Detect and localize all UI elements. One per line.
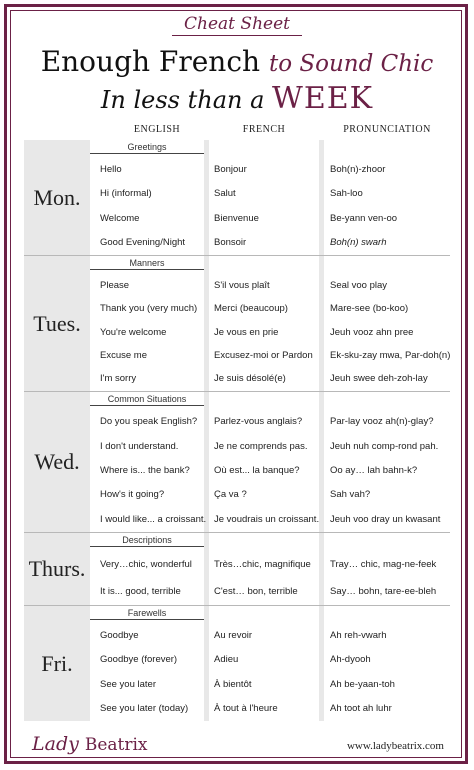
french-column bbox=[209, 256, 319, 391]
french-phrase: Excusez-moi or Pardon bbox=[214, 350, 313, 361]
french-phrase: Parlez-vous anglais? bbox=[214, 416, 303, 427]
english-phrase: Welcome bbox=[100, 213, 140, 224]
column-header-pronunciation: PRONUNCIATION bbox=[343, 124, 431, 135]
french-phrase: À bientôt bbox=[214, 679, 252, 690]
english-phrase: Hi (informal) bbox=[100, 188, 152, 199]
pronunciation-text: Boh(n) swarh bbox=[330, 237, 387, 248]
column-header-french: FRENCH bbox=[242, 124, 286, 135]
pronunciation-text: Ek-sku-zay mwa, Par-doh(n) bbox=[330, 350, 451, 361]
section-4 bbox=[24, 605, 450, 721]
english-phrase: See you later (today) bbox=[100, 703, 189, 714]
french-phrase: Où est... la banque? bbox=[214, 465, 300, 476]
french-phrase: S'il vous plaît bbox=[214, 280, 270, 291]
english-phrase: Please bbox=[100, 280, 130, 291]
french-phrase: C'est… bon, terrible bbox=[214, 586, 298, 597]
category-divider bbox=[90, 546, 204, 547]
brand-signature bbox=[32, 733, 148, 755]
english-phrase: Where is... the bank? bbox=[100, 465, 190, 476]
french-phrase: Bienvenue bbox=[214, 213, 259, 224]
category-divider bbox=[90, 405, 204, 406]
pronunciation-text: Jeuh swee deh-zoh-lay bbox=[330, 373, 428, 384]
day-label: Fri. bbox=[24, 606, 90, 721]
category-label: Greetings bbox=[127, 142, 167, 152]
pronunciation-text: Jeuh vooz ahn pree bbox=[330, 327, 414, 338]
french-phrase: À tout à l'heure bbox=[214, 703, 278, 714]
french-phrase: Je ne comprends pas. bbox=[214, 441, 308, 452]
section-2 bbox=[24, 391, 450, 532]
pronunciation-text: Tray… chic, mag-ne-feek bbox=[330, 559, 437, 570]
website-link[interactable]: www.ladybeatrix.com bbox=[346, 740, 444, 752]
french-phrase: Ça va ? bbox=[214, 489, 247, 500]
english-phrase: Hello bbox=[100, 164, 122, 175]
pronunciation-text: Oo ay… lah bahn-k? bbox=[330, 465, 418, 476]
pronunciation-text: Ah toot ah luhr bbox=[330, 703, 392, 714]
english-column bbox=[90, 256, 204, 391]
english-phrase: Good Evening/Night bbox=[100, 237, 186, 248]
english-phrase: I'm sorry bbox=[100, 373, 137, 384]
english-phrase: Goodbye (forever) bbox=[100, 654, 178, 665]
category-label: Common Situations bbox=[107, 394, 187, 404]
french-phrase: Bonjour bbox=[214, 164, 247, 175]
french-phrase: Je vous en prie bbox=[214, 327, 279, 338]
english-column bbox=[90, 392, 207, 532]
page-title bbox=[0, 44, 474, 82]
day-label: Wed. bbox=[24, 392, 90, 532]
english-phrase: Thank you (very much) bbox=[100, 303, 198, 314]
english-phrase: I don't understand. bbox=[100, 441, 179, 452]
english-phrase: How's it going? bbox=[100, 489, 165, 500]
pronunciation-text: Seal voo play bbox=[330, 280, 388, 291]
english-phrase: Excuse me bbox=[100, 350, 147, 361]
pronunciation-text: Par-lay vooz ah(n)-glay? bbox=[330, 416, 434, 427]
english-phrase: It is... good, terrible bbox=[100, 586, 181, 597]
subtitle-part-a: In less than a bbox=[100, 86, 273, 114]
pronunciation-column bbox=[324, 256, 450, 391]
phrase-table bbox=[24, 140, 450, 721]
category-label: Farewells bbox=[127, 608, 167, 618]
section-1 bbox=[24, 255, 450, 391]
section-3 bbox=[24, 532, 450, 605]
category-divider bbox=[90, 619, 204, 620]
french-phrase: Très…chic, magnifique bbox=[214, 559, 311, 570]
category-divider bbox=[90, 269, 204, 270]
pronunciation-text: Jeuh nuh comp-rond pah. bbox=[330, 441, 439, 452]
english-phrase: You're welcome bbox=[100, 327, 167, 338]
english-phrase: Do you speak English? bbox=[100, 416, 198, 427]
category-label: Descriptions bbox=[122, 535, 172, 545]
french-phrase: Bonsoir bbox=[214, 237, 247, 248]
subtitle-week: WEEK bbox=[272, 81, 374, 116]
brand-lady: Lady bbox=[32, 733, 79, 755]
section-0 bbox=[24, 140, 450, 255]
category-label: Manners bbox=[129, 258, 165, 268]
english-phrase: I would like... a croissant. bbox=[100, 514, 207, 525]
brand-name: Beatrix bbox=[84, 735, 148, 755]
french-phrase: Au revoir bbox=[214, 630, 253, 641]
day-label: Mon. bbox=[24, 140, 90, 255]
pronunciation-text: Mare-see (bo-koo) bbox=[330, 303, 409, 314]
pronunciation-text: Jeuh voo dray un kwasant bbox=[330, 514, 441, 525]
pronunciation-text: Say… bohn, tare-ee-bleh bbox=[330, 586, 437, 597]
french-phrase: Merci (beaucoup) bbox=[214, 303, 288, 314]
pronunciation-text: Ah-dyooh bbox=[330, 654, 371, 665]
english-phrase: See you later bbox=[100, 679, 156, 690]
title-part-b: to Sound Chic bbox=[268, 51, 434, 77]
day-label: Thurs. bbox=[24, 533, 90, 605]
pronunciation-column bbox=[324, 392, 450, 532]
english-phrase: Goodbye bbox=[100, 630, 139, 641]
pronunciation-text: Be-yann ven-oo bbox=[330, 213, 398, 224]
french-phrase: Adieu bbox=[214, 654, 239, 665]
pronunciation-text: Boh(n)-zhoor bbox=[330, 164, 386, 175]
pronunciation-text: Sah vah? bbox=[330, 489, 371, 500]
french-column bbox=[209, 392, 319, 532]
column-header-english: ENGLISH bbox=[133, 124, 181, 135]
french-phrase: Salut bbox=[214, 188, 236, 199]
page-subtitle bbox=[0, 82, 474, 117]
pronunciation-text: Ah reh-vwarh bbox=[330, 630, 387, 641]
english-phrase: Very…chic, wonderful bbox=[100, 559, 192, 570]
title-part-a: Enough French bbox=[40, 45, 269, 78]
pronunciation-text: Ah be-yaan-toh bbox=[330, 679, 395, 690]
day-label: Tues. bbox=[24, 256, 90, 391]
cheat-sheet-label: Cheat Sheet bbox=[0, 13, 474, 36]
french-phrase: Je voudrais un croissant. bbox=[214, 514, 320, 525]
category-divider bbox=[90, 153, 204, 154]
pronunciation-text: Sah-loo bbox=[330, 188, 363, 199]
french-phrase: Je suis désolé(e) bbox=[214, 373, 286, 384]
